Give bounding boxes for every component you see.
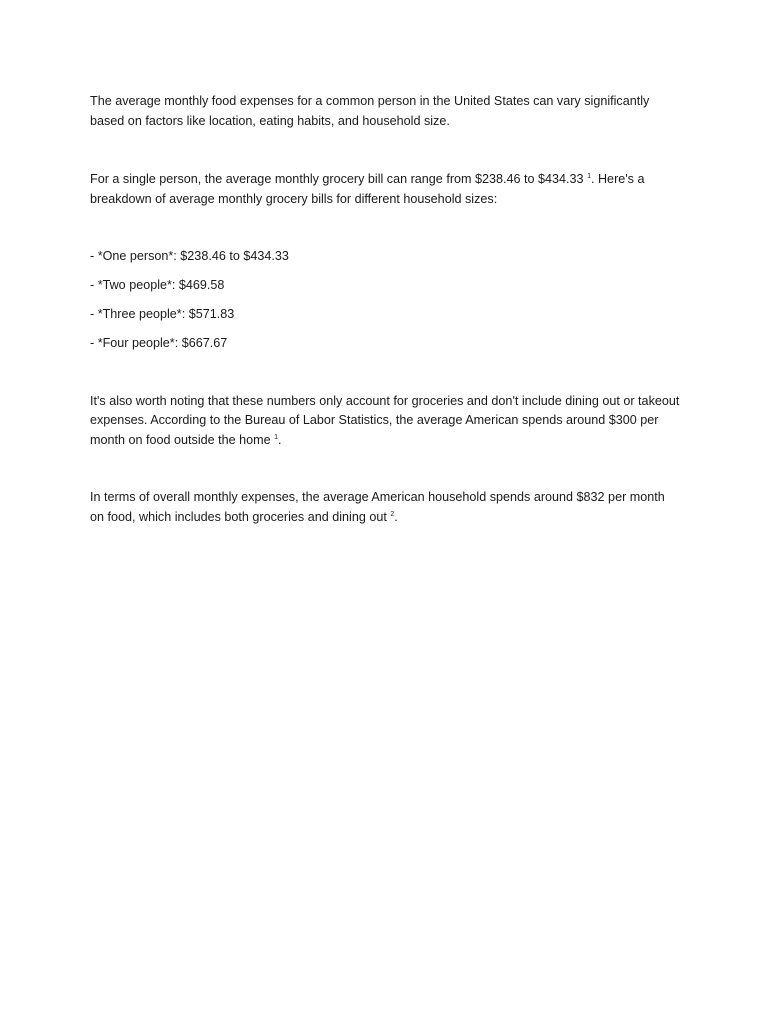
paragraph-text: . — [394, 509, 398, 524]
list-item-four-people: - *Four people*: $667.67 — [90, 336, 228, 350]
list-item-one-person: - *One person*: $238.46 to $434.33 — [90, 249, 289, 263]
footnote-ref[interactable]: 1 — [274, 433, 279, 441]
paragraph-text: For a single person, the average monthly grocery bill can range from $238.46 to $434.33 — [90, 172, 584, 186]
paragraph-single-person — [90, 170, 680, 209]
footnote-ref[interactable]: 2 — [390, 510, 395, 518]
paragraph-text: . Here's a breakdown of average monthly grocery bills for different household sizes: — [90, 172, 645, 206]
paragraph-text: It's also worth noting that these numbers only account for groceries and don't include dining out or takeout expenses. According to the Bureau of Labor Statistics, the average American spends around $300 per month on food outside the home — [90, 393, 680, 447]
document-body — [90, 92, 680, 527]
paragraph-intro: The average monthly food expenses for a common person in the United States can vary significantly based on factors like location, eating habits, and household size. — [90, 94, 650, 128]
paragraph-text: In terms of overall monthly expenses, the average American household spends around $832 per month on food, which includes both groceries and dining out — [90, 490, 665, 524]
paragraph-text: . — [278, 432, 282, 447]
paragraph-overall-expenses — [90, 488, 680, 527]
paragraph-dining-out — [90, 392, 680, 451]
list-item-two-people: - *Two people*: $469.58 — [90, 278, 225, 292]
household-list — [90, 247, 680, 354]
footnote-ref[interactable]: 1 — [587, 173, 591, 180]
list-item-three-people: - *Three people*: $571.83 — [90, 307, 235, 321]
